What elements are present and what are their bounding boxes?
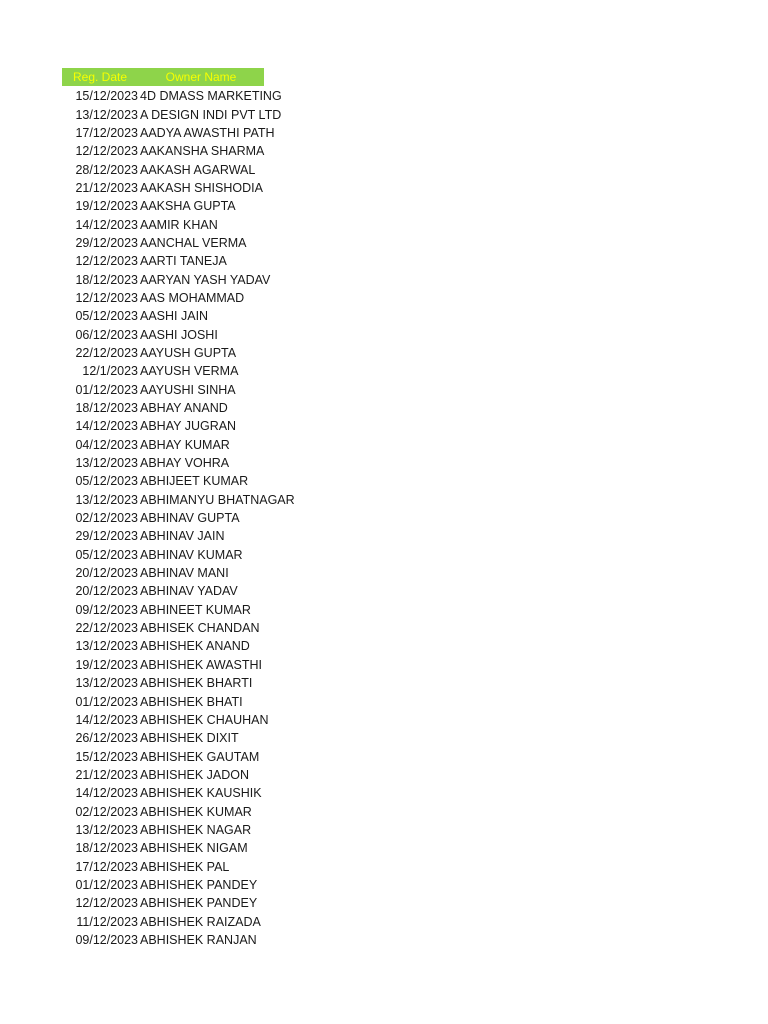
reg-date-cell: 14/12/2023 — [75, 419, 138, 434]
table-row — [62, 546, 264, 564]
owner-name-cell: ABHISEK CHANDAN — [140, 621, 260, 636]
owner-name-cell: ABHIJEET KUMAR — [140, 474, 249, 489]
reg-date-cell: 01/12/2023 — [75, 877, 138, 892]
reg-date-cell: 19/12/2023 — [75, 199, 138, 214]
owner-name-cell: AAMIR KHAN — [140, 217, 218, 232]
table-row — [62, 637, 264, 655]
table-row — [62, 839, 264, 857]
table-row — [62, 179, 264, 197]
reg-date-cell: 21/12/2023 — [75, 767, 138, 782]
owner-name-cell: AARTI TANEJA — [140, 254, 227, 269]
owner-name-cell: ABHISHEK CHAUHAN — [140, 712, 269, 727]
reg-date-cell: 05/12/2023 — [75, 547, 138, 562]
reg-date-cell: 12/12/2023 — [75, 144, 138, 159]
owner-name-cell: AAKANSHA SHARMA — [140, 144, 265, 159]
reg-date-cell: 18/12/2023 — [75, 401, 138, 416]
table-row — [62, 711, 269, 729]
owner-name-cell: ABHISHEK DIXIT — [140, 731, 239, 746]
owner-name-cell: ABHISHEK RANJAN — [140, 932, 257, 947]
table-row — [62, 362, 264, 380]
owner-name-cell: ABHISHEK PANDEY — [140, 896, 258, 911]
reg-date-cell: 13/12/2023 — [75, 107, 138, 122]
table-row — [62, 344, 264, 362]
table-row — [62, 472, 264, 490]
table-row — [62, 857, 264, 875]
owner-name-cell: ABHISHEK BHARTI — [140, 676, 253, 691]
table-row — [62, 912, 264, 930]
reg-date-cell: 15/12/2023 — [75, 749, 138, 764]
owner-name-cell: 4D DMASS MARKETING — [140, 89, 282, 104]
reg-date-cell: 12/1/2023 — [82, 364, 138, 379]
reg-date-cell: 12/12/2023 — [75, 254, 138, 269]
table-row — [62, 619, 264, 637]
table-row — [62, 766, 264, 784]
owner-name-cell: ABHISHEK NAGAR — [140, 822, 252, 837]
owner-name-cell: ABHAY VOHRA — [140, 456, 230, 471]
reg-date-header: Reg. Date — [72, 70, 128, 84]
table-row — [62, 876, 264, 894]
table-body — [62, 87, 295, 949]
reg-date-cell: 19/12/2023 — [75, 657, 138, 672]
table-row — [62, 381, 264, 399]
reg-date-cell: 09/12/2023 — [75, 932, 138, 947]
owner-name-cell: ABHISHEK PAL — [140, 859, 230, 874]
reg-date-cell: 04/12/2023 — [75, 437, 138, 452]
reg-date-cell: 11/12/2023 — [76, 914, 138, 929]
owner-name-cell: AADYA AWASTHI PATH — [140, 125, 275, 140]
owner-name-cell: ABHAY JUGRAN — [140, 419, 237, 434]
table-row — [62, 234, 264, 252]
table-row — [62, 802, 264, 820]
reg-date-cell: 01/12/2023 — [75, 694, 138, 709]
table-row — [62, 729, 264, 747]
owner-name-cell: AAYUSH GUPTA — [140, 345, 237, 360]
table-row — [62, 142, 264, 160]
owner-name-cell: ABHIMANYU BHATNAGAR — [140, 492, 295, 507]
reg-date-cell: 09/12/2023 — [75, 602, 138, 617]
table-row — [62, 160, 264, 178]
reg-date-cell: 12/12/2023 — [75, 290, 138, 305]
reg-date-cell: 18/12/2023 — [75, 841, 138, 856]
owner-name-cell: ABHISHEK AWASTHI — [140, 657, 263, 672]
table-row — [62, 417, 264, 435]
reg-date-cell: 05/12/2023 — [75, 309, 138, 324]
table-row — [62, 564, 264, 582]
owner-name-cell: AAKASH AGARWAL — [140, 162, 256, 177]
table-row — [62, 87, 282, 105]
owner-name-cell: ABHISHEK NIGAM — [140, 841, 248, 856]
reg-date-cell: 29/12/2023 — [75, 235, 138, 250]
reg-date-cell: 01/12/2023 — [75, 382, 138, 397]
table-row — [62, 656, 264, 674]
reg-date-cell: 20/12/2023 — [75, 566, 138, 581]
owner-name-header: Owner Name — [165, 70, 237, 84]
reg-date-cell: 05/12/2023 — [75, 474, 138, 489]
owner-name-cell: ABHAY ANAND — [140, 401, 228, 416]
reg-date-cell: 15/12/2023 — [75, 89, 138, 104]
owner-name-cell: AAKASH SHISHODIA — [140, 180, 263, 195]
reg-date-cell: 06/12/2023 — [75, 327, 138, 342]
reg-date-cell: 14/12/2023 — [75, 712, 138, 727]
owner-name-cell: ABHISHEK GAUTAM — [140, 749, 260, 764]
table-row — [62, 784, 264, 802]
reg-date-cell: 13/12/2023 — [75, 456, 138, 471]
owner-name-cell: ABHISHEK PANDEY — [140, 877, 258, 892]
table-row — [62, 215, 264, 233]
table-row — [62, 601, 264, 619]
reg-date-cell: 22/12/2023 — [75, 621, 138, 636]
reg-date-cell: 22/12/2023 — [75, 345, 138, 360]
table-row — [62, 527, 264, 545]
table-header — [62, 68, 264, 86]
spreadsheet-table — [62, 68, 295, 949]
table-row — [62, 747, 264, 765]
owner-name-cell: ABHINAV YADAV — [140, 584, 238, 599]
reg-date-cell: 17/12/2023 — [75, 125, 138, 140]
reg-date-cell: 29/12/2023 — [75, 529, 138, 544]
table-row — [62, 491, 295, 509]
reg-date-cell: 28/12/2023 — [75, 162, 138, 177]
owner-name-cell: AASHI JAIN — [140, 309, 209, 324]
owner-name-cell: ABHAY KUMAR — [140, 437, 230, 452]
owner-name-cell: ABHISHEK KUMAR — [140, 804, 252, 819]
reg-date-cell: 14/12/2023 — [75, 786, 138, 801]
table-row — [62, 325, 264, 343]
owner-name-cell: AAS MOHAMMAD — [140, 290, 245, 305]
table-row — [62, 105, 282, 123]
table-row — [62, 124, 275, 142]
table-row — [62, 436, 264, 454]
owner-name-cell: ABHINAV KUMAR — [140, 547, 243, 562]
owner-name-cell: ABHINAV GUPTA — [140, 511, 240, 526]
table-row — [62, 454, 264, 472]
table-row — [62, 931, 264, 949]
reg-date-cell: 13/12/2023 — [75, 822, 138, 837]
reg-date-cell: 13/12/2023 — [75, 639, 138, 654]
reg-date-cell: 18/12/2023 — [75, 272, 138, 287]
table-row — [62, 252, 264, 270]
owner-name-cell: ABHINAV JAIN — [140, 529, 225, 544]
reg-date-cell: 21/12/2023 — [75, 180, 138, 195]
table-row — [62, 197, 264, 215]
table-row — [62, 270, 271, 288]
owner-name-cell: ABHISHEK RAIZADA — [140, 914, 261, 929]
owner-name-cell: ABHINAV MANI — [140, 566, 229, 581]
owner-name-cell: AARYAN YASH YADAV — [140, 272, 271, 287]
table-row — [62, 509, 264, 527]
table-row — [62, 692, 264, 710]
table-row — [62, 307, 264, 325]
owner-name-cell: AAKSHA GUPTA — [140, 199, 236, 214]
owner-name-cell: ABHISHEK KAUSHIK — [140, 786, 262, 801]
owner-name-cell: AAYUSHI SINHA — [140, 382, 236, 397]
reg-date-cell: 13/12/2023 — [75, 676, 138, 691]
table-row — [62, 582, 264, 600]
table-row — [62, 821, 264, 839]
reg-date-cell: 02/12/2023 — [75, 511, 138, 526]
owner-name-cell: ABHISHEK BHATI — [140, 694, 243, 709]
reg-date-cell: 20/12/2023 — [75, 584, 138, 599]
table-row — [62, 674, 264, 692]
table-row — [62, 894, 264, 912]
owner-name-cell: ABHISHEK JADON — [140, 767, 250, 782]
reg-date-cell: 02/12/2023 — [75, 804, 138, 819]
reg-date-cell: 26/12/2023 — [75, 731, 138, 746]
reg-date-cell: 13/12/2023 — [75, 492, 138, 507]
table-row — [62, 289, 264, 307]
reg-date-cell: 12/12/2023 — [75, 896, 138, 911]
reg-date-cell: 17/12/2023 — [75, 859, 138, 874]
owner-name-cell: ABHISHEK ANAND — [140, 639, 250, 654]
owner-name-cell: ABHINEET KUMAR — [140, 602, 251, 617]
owner-name-cell: AAYUSH VERMA — [140, 364, 239, 379]
owner-name-cell: AANCHAL VERMA — [140, 235, 247, 250]
owner-name-cell: AASHI JOSHI — [140, 327, 218, 342]
owner-name-cell: A DESIGN INDI PVT LTD — [140, 107, 282, 122]
reg-date-cell: 14/12/2023 — [75, 217, 138, 232]
table-row — [62, 399, 264, 417]
